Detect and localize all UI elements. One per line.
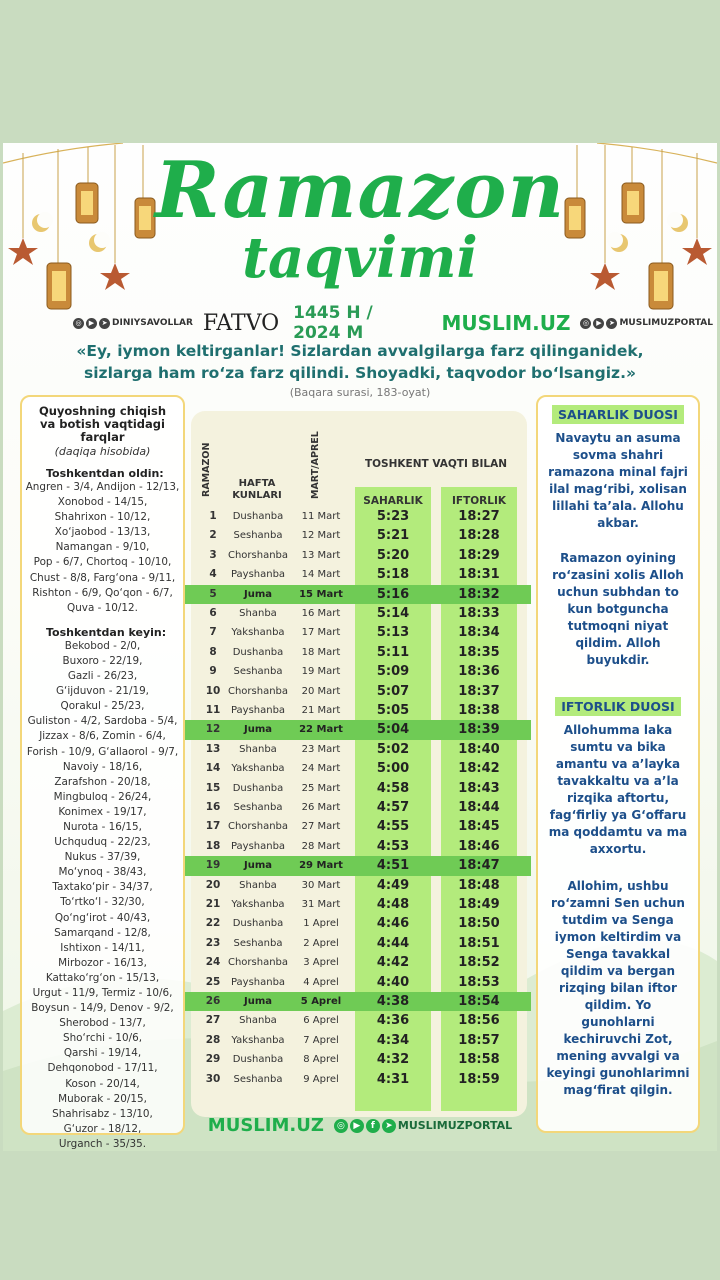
- quran-quote: [3, 340, 717, 384]
- weekday-cell: Dushanba: [232, 782, 284, 794]
- saharlik-time: 5:20: [376, 547, 410, 563]
- telegram-icon: ➤: [382, 1119, 396, 1133]
- date-cell: 12 Mart: [301, 530, 341, 542]
- iftorlik-time: 18:43: [458, 780, 500, 796]
- table-row: [191, 1070, 527, 1089]
- saharlik-time: 5:13: [376, 625, 410, 641]
- table-row: [191, 662, 527, 681]
- weekday-cell: Shanba: [239, 608, 277, 619]
- day-number: 8: [209, 645, 217, 658]
- city-difference-line: To‘rtko‘l - 32/30,: [60, 896, 145, 909]
- saharlik-time: 4:57: [376, 800, 410, 815]
- iftorlik-time: 18:44: [458, 800, 500, 815]
- date-cell: 26 Mart: [301, 802, 341, 813]
- date-cell: 16 Mart: [301, 608, 341, 619]
- iftorlik-time: 18:36: [458, 664, 500, 680]
- weekday-cell: Seshanba: [233, 802, 283, 813]
- footer-social-handle[interactable]: [334, 1119, 512, 1133]
- instagram-icon: ◎: [334, 1119, 348, 1133]
- city-difference-line: Rishton - 6/9, Qo‘qon - 6/7,: [32, 586, 173, 599]
- date-cell: 8 Aprel: [303, 1054, 339, 1066]
- saharlik-time: 4:49: [376, 877, 410, 893]
- saharlik-time: 4:31: [376, 1071, 410, 1087]
- weekday-cell: Chorshanba: [227, 821, 289, 833]
- facebook-icon: f: [366, 1119, 380, 1133]
- weekday-cell: Yakshanba: [231, 899, 285, 910]
- day-number: 24: [205, 956, 221, 969]
- city-difference-line: Xonobod - 14/15,: [57, 496, 148, 509]
- day-number: 27: [205, 1014, 221, 1027]
- date-cell: 1 Aprel: [303, 918, 339, 930]
- weekday-cell: Shanba: [239, 879, 277, 891]
- date-cell: 31 Mart: [301, 899, 341, 910]
- iftorlik-time: 18:34: [458, 625, 500, 641]
- weekday-cell: Juma: [243, 860, 272, 872]
- saharlik-duosi-label: SAHARLIK DUOSI: [552, 405, 684, 424]
- table-row: [185, 856, 531, 875]
- table-row: [191, 565, 527, 584]
- weekday-cell: Seshanba: [233, 530, 283, 542]
- table-row: [185, 585, 531, 604]
- day-number: 25: [205, 975, 221, 988]
- city-difference-line: Nurota - 16/15,: [63, 820, 142, 833]
- iftorlik-time: 18:48: [458, 877, 500, 893]
- date-cell: 20 Mart: [301, 685, 341, 697]
- iftorlik-time: 18:42: [458, 761, 500, 777]
- day-number: 12: [205, 723, 221, 736]
- city-difference-line: Qarshi - 19/14,: [63, 1047, 142, 1060]
- saharlik-time: 5:02: [376, 741, 410, 757]
- city-difference-line: Koson - 20/14,: [65, 1077, 140, 1090]
- weekday-cell: Chorshanba: [227, 957, 289, 969]
- telegram-icon: ➤: [606, 318, 617, 329]
- table-row: [191, 604, 527, 623]
- column-header-iftorlik: IFTORLIK: [452, 495, 506, 507]
- duo-panel: [536, 395, 700, 1133]
- weekday-cell: Shanba: [239, 743, 277, 755]
- saharlik-time: 4:55: [376, 819, 410, 835]
- weekday-cell: Dushanba: [232, 918, 284, 930]
- youtube-icon: ▶: [86, 318, 97, 329]
- saharlik-time: 5:05: [376, 703, 410, 718]
- city-difference-line: Sho‘rchi - 10/6,: [62, 1032, 143, 1045]
- date-cell: 9 Aprel: [303, 1073, 339, 1085]
- date-cell: 11 Mart: [301, 511, 341, 522]
- saharlik-time: 4:44: [376, 935, 410, 951]
- weekday-cell: Juma: [243, 588, 272, 600]
- saharlik-time: 4:58: [376, 780, 410, 796]
- day-number: 16: [205, 801, 221, 813]
- iftorlik-time: 18:37: [458, 683, 500, 699]
- year-label: 1445 H / 2024 M: [293, 303, 373, 343]
- city-difference-line: Buxoro - 22/19,: [62, 654, 143, 667]
- city-difference-line: Boysun - 14/9, Denov - 9/2,: [31, 1002, 174, 1015]
- iftorlik-time: 18:40: [458, 741, 500, 757]
- iftorlik-time: 18:39: [458, 722, 500, 738]
- table-row: [185, 992, 531, 1011]
- weekday-cell: Dushanba: [232, 511, 284, 522]
- column-header-hafta-kunlari: HAFTA KUNLARI: [232, 478, 282, 501]
- iftorlik-time: 18:38: [458, 703, 500, 718]
- date-cell: 30 Mart: [301, 879, 341, 891]
- iftorlik-duosi-text: Allohumma laka sumtu va bika amantu va a’layka tavakkaltu va a’la rizqika aftortu, fag‘firliy ya G‘offaru ma qoddamtu va ma axxortu.: [548, 723, 688, 856]
- time-difference-title: [22, 405, 183, 444]
- social-handle-right[interactable]: [580, 318, 713, 329]
- table-row: [191, 934, 527, 953]
- footer-handle-text: MUSLIMUZPORTAL: [397, 1119, 513, 1132]
- table-row: [191, 895, 527, 914]
- right-handle-text: MUSLIMUZPORTAL: [619, 318, 713, 328]
- footer: [3, 1115, 717, 1136]
- day-number: 1: [209, 510, 217, 522]
- column-header-ramazon: RAMAZON: [201, 442, 212, 498]
- date-cell: 4 Aprel: [303, 976, 339, 988]
- table-row: [191, 876, 527, 895]
- city-difference-line: Dehqonobod - 17/11,: [47, 1062, 158, 1075]
- city-difference-line: Urganch - 35/35.: [58, 1137, 147, 1150]
- saharlik-time: 5:04: [376, 722, 410, 738]
- table-row: [191, 953, 527, 972]
- day-number: 20: [205, 878, 221, 891]
- iftorlik-time: 18:59: [458, 1071, 500, 1087]
- date-cell: 17 Mart: [301, 627, 341, 639]
- iftorlik-meaning-text: Allohim, ushbu ro‘zamni Sen uchun tutdim va Senga iymon keltirdim va Senga tavakkal qildim va bergan rizqing bilan iftor qildim. Yo gunohlarni kechiruvchi Zot, mening avvalgi va keyingi gunohlarimni mag‘firat qilgin.: [546, 879, 690, 1097]
- iftorlik-duosi-label: IFTORLIK DUOSI: [555, 697, 680, 716]
- iftorlik-time: 18:29: [458, 547, 500, 563]
- saharlik-time: 5:14: [376, 606, 410, 621]
- day-number: 23: [205, 936, 221, 949]
- day-number: 18: [205, 839, 221, 852]
- date-cell: 14 Mart: [301, 569, 341, 581]
- table-row: [191, 817, 527, 836]
- city-difference-line: Konimex - 19/17,: [58, 805, 147, 818]
- city-difference-line: Namangan - 9/10,: [55, 541, 150, 554]
- iftorlik-time: 18:27: [458, 509, 500, 524]
- saharlik-time: 5:07: [376, 683, 410, 699]
- iftorlik-time: 18:49: [458, 897, 500, 912]
- city-difference-line: Ishtixon - 14/11,: [60, 941, 145, 954]
- quote-line-1: «Ey, iymon keltirganlar! Sizlardan avvalgilarga farz qilinganidek,: [76, 342, 644, 360]
- table-row: [191, 1031, 527, 1050]
- saharlik-time: 4:51: [376, 858, 410, 874]
- footer-muslim-uz-logo[interactable]: MUSLIM.UZ: [207, 1115, 324, 1136]
- table-row: [191, 507, 527, 526]
- table-row: [191, 701, 527, 720]
- weekday-cell: Seshanba: [233, 1073, 283, 1085]
- brand-bar: [73, 303, 713, 343]
- day-number: 11: [205, 704, 221, 716]
- city-difference-line: Pop - 6/7, Chortoq - 10/10,: [33, 556, 172, 569]
- weekday-cell: Seshanba: [233, 666, 283, 678]
- saharlik-niyat-text: Ramazon oyining ro‘zasini xolis Alloh uchun subhdan to kun botguncha tutmoqni niyat qildim. Alloh buyukdir.: [552, 551, 684, 667]
- iftorlik-time: 18:47: [458, 858, 500, 874]
- day-number: 4: [209, 568, 217, 581]
- table-row: [191, 546, 527, 565]
- city-difference-line: Guliston - 4/2, Sardoba - 5/4,: [27, 715, 178, 728]
- saharlik-time: 4:48: [376, 897, 410, 912]
- after-tashkent-list: [22, 639, 183, 1151]
- city-difference-line: Qorakul - 25/23,: [60, 700, 145, 713]
- instagram-icon: ◎: [73, 318, 84, 329]
- saharlik-time: 4:36: [376, 1013, 410, 1029]
- saharlik-time: 5:11: [376, 644, 410, 660]
- weekday-cell: Shanba: [239, 1015, 277, 1027]
- saharlik-time: 4:46: [376, 916, 410, 932]
- city-difference-line: Navoiy - 18/16,: [62, 760, 143, 773]
- iftorlik-time: 18:54: [458, 994, 500, 1009]
- weekday-cell: Yakshanba: [231, 627, 285, 639]
- quote-source: (Baqara surasi, 183-oyat): [289, 386, 431, 399]
- weekday-cell: Juma: [243, 724, 272, 736]
- date-cell: 28 Mart: [301, 840, 341, 852]
- weekday-cell: Dushanba: [232, 646, 284, 658]
- day-number: 15: [205, 781, 221, 794]
- title-taqvimi: taqvimi: [242, 225, 478, 291]
- day-number: 30: [205, 1072, 221, 1085]
- iftorlik-time: 18:33: [458, 606, 500, 621]
- telegram-icon: ➤: [99, 318, 110, 329]
- instagram-icon: ◎: [580, 318, 591, 329]
- date-cell: 19 Mart: [301, 666, 341, 678]
- table-row: [191, 1011, 527, 1030]
- muslim-uz-logo[interactable]: MUSLIM.UZ: [441, 311, 571, 335]
- iftorlik-time: 18:45: [458, 819, 500, 835]
- city-difference-line: Taxtako‘pir - 34/37,: [52, 881, 153, 894]
- date-cell: 24 Mart: [301, 763, 341, 775]
- time-difference-panel: [20, 395, 185, 1150]
- column-header-mart-aprel: MART/APREL: [310, 431, 321, 499]
- date-cell: 23 Mart: [301, 743, 341, 755]
- city-difference-line: Quva - 10/12.: [67, 601, 138, 614]
- table-row: [191, 798, 527, 817]
- city-difference-line: Forish - 10/9, G‘allaorol - 9/7,: [26, 745, 179, 758]
- date-cell: 13 Mart: [301, 549, 341, 561]
- fatvo-logo: FATVO: [202, 310, 280, 336]
- city-difference-line: Xo‘jaobod - 13/13,: [54, 526, 151, 539]
- before-tashkent-heading: Toshkentdan oldin:: [46, 467, 164, 480]
- day-number: 21: [205, 898, 221, 910]
- saharlik-time: 5:21: [376, 528, 410, 544]
- date-cell: 3 Aprel: [303, 957, 339, 969]
- saharlik-time: 5:00: [376, 761, 410, 777]
- youtube-icon: ▶: [350, 1119, 364, 1133]
- iftorlik-time: 18:58: [458, 1052, 500, 1068]
- day-number: 13: [205, 742, 221, 755]
- city-difference-line: Zarafshon - 20/18,: [54, 775, 151, 788]
- iftorlik-time: 18:31: [458, 567, 500, 583]
- weekday-cell: Chorshanba: [227, 549, 289, 561]
- date-cell: 18 Mart: [301, 646, 341, 658]
- iftorlik-time: 18:32: [458, 586, 500, 602]
- city-difference-line: Muborak - 20/15,: [58, 1092, 147, 1105]
- time-difference-subtitle: (daqiqa hisobida): [54, 445, 151, 458]
- date-cell: 29 Mart: [299, 860, 343, 872]
- table-row: [191, 837, 527, 856]
- title-ramazon: Ramazon: [154, 145, 566, 236]
- iftorlik-time: 18:46: [458, 838, 500, 854]
- iftorlik-time: 18:56: [458, 1013, 500, 1029]
- weekday-cell: Payshanba: [230, 569, 286, 581]
- weekday-cell: Payshanba: [230, 840, 286, 852]
- city-difference-line: Mirbozor - 16/13,: [58, 956, 147, 969]
- table-row: [191, 623, 527, 642]
- saharlik-time: 5:09: [376, 664, 410, 680]
- city-difference-line: Gazli - 26/23,: [67, 670, 138, 683]
- day-number: 29: [205, 1053, 221, 1066]
- day-number: 10: [205, 684, 221, 697]
- saharlik-time: 4:38: [376, 994, 410, 1009]
- weekday-cell: Payshanba: [230, 705, 286, 716]
- city-difference-line: Jizzax - 8/6, Zomin - 6/4,: [39, 730, 166, 743]
- weekday-cell: Seshanba: [233, 937, 283, 949]
- weekday-cell: Payshanba: [230, 976, 286, 988]
- weekday-cell: Dushanba: [232, 1054, 284, 1066]
- day-number: 6: [209, 607, 217, 619]
- date-cell: 27 Mart: [301, 821, 341, 833]
- day-number: 5: [209, 587, 217, 600]
- city-difference-line: Bekobod - 2/0,: [64, 639, 141, 652]
- day-number: 19: [205, 859, 221, 872]
- saharlik-time: 4:32: [376, 1052, 410, 1068]
- schedule-table: [191, 411, 527, 1117]
- weekday-cell: Yakshanba: [231, 763, 285, 775]
- quote-line-2: sizlarga ham ro‘za farz qilindi. Shoyadki, taqvodor bo‘lsangiz.»: [84, 364, 636, 382]
- table-row: [185, 720, 531, 739]
- column-header-toshkent: TOSHKENT VAQTI BILAN: [364, 458, 508, 470]
- table-row: [191, 759, 527, 778]
- city-difference-line: Nukus - 37/39,: [64, 851, 141, 864]
- iftorlik-time: 18:52: [458, 955, 500, 971]
- city-difference-line: Qo‘ng‘irot - 40/43,: [54, 911, 151, 924]
- city-difference-line: G‘uzor - 18/12,: [63, 1122, 142, 1135]
- title-line: Quyoshning chiqish: [38, 404, 167, 418]
- saharlik-time: 5:16: [376, 586, 410, 602]
- before-tashkent-list: [22, 480, 183, 616]
- table-row: [191, 740, 527, 759]
- title-line: farqlar: [80, 430, 125, 444]
- day-number: 2: [209, 529, 217, 542]
- calendar-poster: [3, 143, 717, 1151]
- date-cell: 21 Mart: [301, 705, 341, 716]
- table-row: [191, 914, 527, 933]
- city-difference-line: Shahrixon - 10/12,: [54, 511, 151, 524]
- table-row: [191, 779, 527, 798]
- day-number: 7: [209, 626, 217, 639]
- date-cell: 5 Aprel: [300, 996, 342, 1007]
- weekday-cell: Juma: [243, 996, 272, 1007]
- weekday-cell: Chorshanba: [227, 685, 289, 697]
- date-cell: 7 Aprel: [303, 1034, 339, 1046]
- saharlik-time: 4:40: [376, 974, 410, 990]
- table-row: [191, 643, 527, 662]
- day-number: 3: [209, 548, 217, 561]
- weekday-cell: Yakshanba: [231, 1034, 285, 1046]
- date-cell: 15 Mart: [299, 588, 343, 600]
- date-cell: 2 Aprel: [303, 937, 339, 949]
- iftorlik-time: 18:51: [458, 935, 500, 951]
- day-number: 9: [209, 665, 217, 678]
- table-row: [191, 526, 527, 545]
- column-header-saharlik: SAHARLIK: [363, 495, 423, 507]
- day-number: 22: [205, 917, 221, 930]
- city-difference-line: Angren - 3/4, Andijon - 12/13,: [25, 481, 180, 493]
- saharlik-time: 4:34: [376, 1032, 410, 1048]
- saharlik-duosi-text: Navaytu an asuma sovma shahri ramazona minal fajri ilal mag‘ribi, xolisan lillahi ta’ala. Allohu akbar.: [548, 431, 688, 530]
- title-line: va botish vaqtidagi: [40, 417, 165, 431]
- saharlik-time: 5:23: [376, 509, 410, 524]
- saharlik-time: 4:53: [376, 838, 410, 854]
- iftorlik-time: 18:53: [458, 974, 500, 990]
- iftorlik-time: 18:35: [458, 644, 500, 660]
- youtube-icon: ▶: [593, 318, 604, 329]
- city-difference-line: Mo‘ynoq - 38/43,: [58, 866, 147, 879]
- city-difference-line: Mingbuloq - 26/24,: [53, 790, 152, 803]
- city-difference-line: Urgut - 11/9, Termiz - 10/6,: [32, 987, 173, 999]
- saharlik-time: 4:42: [376, 955, 410, 971]
- date-cell: 25 Mart: [301, 782, 341, 794]
- table-row: [191, 1050, 527, 1069]
- day-number: 28: [205, 1033, 221, 1046]
- iftorlik-time: 18:57: [458, 1032, 500, 1048]
- social-handle-left[interactable]: [73, 318, 193, 329]
- iftorlik-time: 18:50: [458, 916, 500, 932]
- city-difference-line: Uchquduq - 22/23,: [54, 836, 151, 849]
- saharlik-time: 5:18: [376, 567, 410, 583]
- day-number: 26: [205, 995, 221, 1007]
- table-row: [191, 973, 527, 992]
- left-handle-text: DINIYSAVOLLAR: [112, 318, 193, 328]
- city-difference-line: Chust - 8/8, Farg‘ona - 9/11,: [29, 571, 176, 584]
- city-difference-line: Samarqand - 12/8,: [54, 926, 151, 939]
- city-difference-line: Shahrisabz - 13/10,: [52, 1107, 153, 1120]
- city-difference-line: G‘ijduvon - 21/19,: [55, 685, 149, 698]
- day-number: 14: [205, 762, 221, 775]
- table-row: [191, 682, 527, 701]
- date-cell: 6 Aprel: [303, 1015, 339, 1027]
- city-difference-line: Sherobod - 13/7,: [59, 1017, 146, 1030]
- iftorlik-time: 18:28: [458, 528, 500, 544]
- city-difference-line: Kattako‘rg‘on - 15/13,: [45, 971, 160, 984]
- date-cell: 22 Mart: [299, 724, 343, 736]
- day-number: 17: [205, 820, 221, 833]
- after-tashkent-heading: Toshkentdan keyin:: [46, 625, 167, 639]
